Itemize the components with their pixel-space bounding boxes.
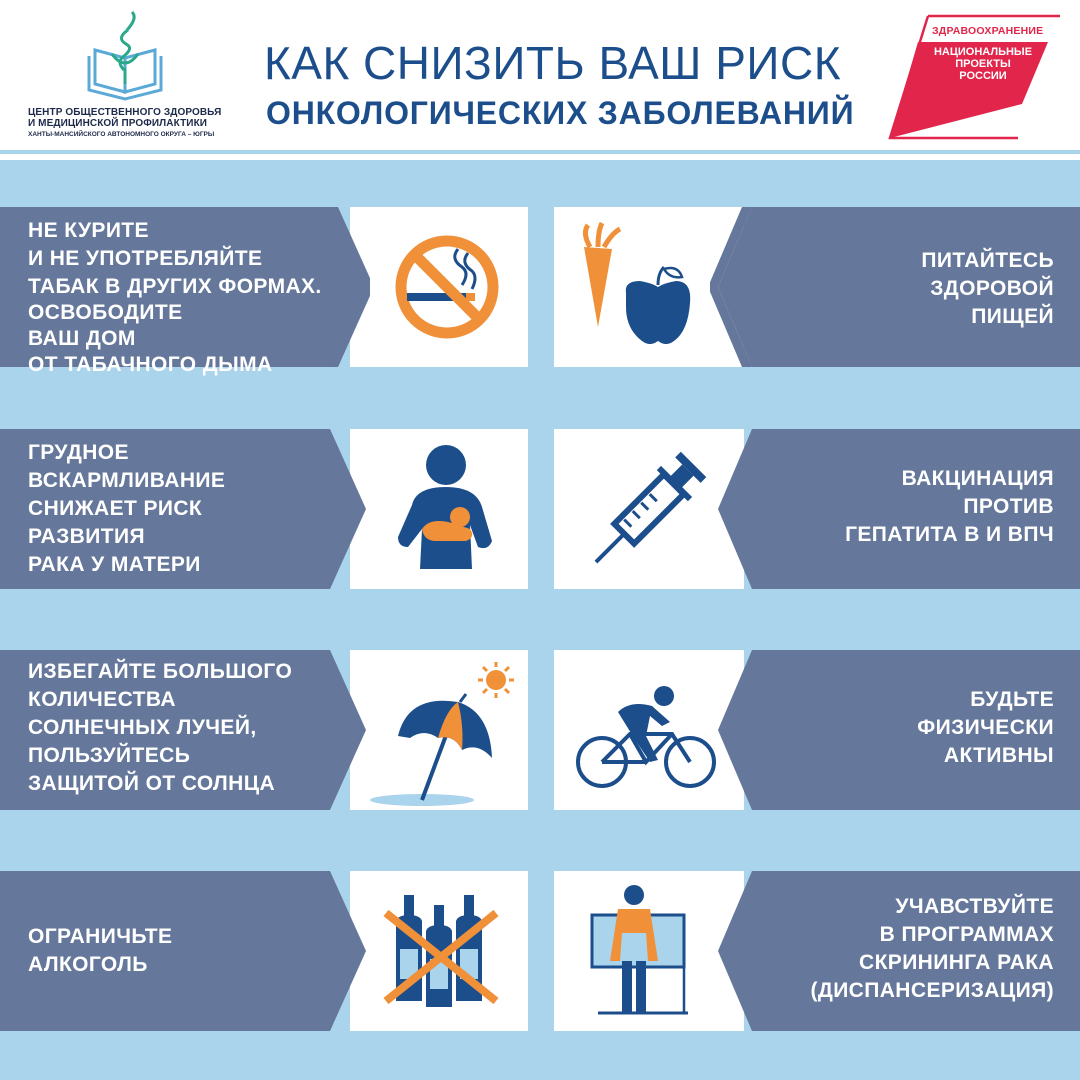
tip-line: ЗДОРОВОЙ	[930, 277, 1054, 300]
breastfeeding-icon	[350, 429, 528, 589]
tip-text-breastfeeding	[28, 439, 225, 579]
tip-line: ГЕПАТИТА В И ВПЧ	[845, 523, 1054, 546]
tip-line: СНИЖАЕТ РИСК	[28, 497, 203, 520]
tip-line: ПРОТИВ	[963, 495, 1054, 518]
tip-line: ГРУДНОЕ	[28, 441, 129, 464]
org-line: ХАНТЫ-МАНСИЙСКОГО АВТОНОМНОГО ОКРУГА – ЮГРЫ	[28, 131, 215, 138]
tip-line: (ДИСПАНСЕРИЗАЦИЯ)	[810, 979, 1054, 1002]
tip-line: ВАКЦИНАЦИЯ	[901, 467, 1054, 490]
np-caption: ЗДРАВООХРАНЕНИЕ	[932, 25, 1044, 37]
tip-text-food	[921, 247, 1054, 331]
tip-line: ПОЛЬЗУЙТЕСЬ	[28, 744, 191, 767]
header	[0, 0, 1080, 150]
tip-line: АЛКОГОЛЬ	[28, 953, 148, 976]
tip-line: ВАШ ДОМ	[28, 327, 136, 350]
tip-line: ОСВОБОДИТЕ	[28, 301, 183, 324]
tip-row	[0, 207, 1080, 376]
tip-line: ПИЩЕЙ	[971, 305, 1054, 328]
tip-text-smoking	[28, 217, 322, 379]
tip-line: НЕ КУРИТЕ	[28, 219, 149, 242]
header-divider	[0, 154, 1080, 160]
tip-line: СКРИНИНГА РАКА	[859, 951, 1054, 974]
tip-line: СОЛНЕЧНЫХ ЛУЧЕЙ,	[28, 716, 257, 739]
tip-text-screening	[810, 893, 1054, 1005]
tip-line: ОГРАНИЧЬТЕ	[28, 925, 173, 948]
icon-box	[350, 871, 528, 1031]
no-smoking-icon	[350, 207, 528, 367]
tip-line: БУДЬТЕ	[970, 688, 1054, 711]
tip-line: КОЛИЧЕСТВА	[28, 688, 176, 711]
tip-line: АКТИВНЫ	[943, 744, 1054, 767]
tip-row	[0, 871, 1080, 1031]
tip-row	[0, 650, 1080, 810]
tip-line: ТАБАК В ДРУГИХ ФОРМАХ.	[28, 275, 322, 298]
crossed-bottles-icon	[350, 871, 528, 1031]
tip-line: В ПРОГРАММАХ	[879, 923, 1054, 946]
org-line: ЦЕНТР ОБЩЕСТВЕННОГО ЗДОРОВЬЯ	[28, 107, 222, 118]
tip-line: РАКА У МАТЕРИ	[28, 553, 201, 576]
np-line: НАЦИОНАЛЬНЫЕ	[933, 46, 1033, 58]
national-projects-logo	[888, 14, 1060, 140]
org-line: И МЕДИЦИНСКОЙ ПРОФИЛАКТИКИ	[28, 118, 208, 129]
tip-row	[0, 429, 1080, 589]
tip-line: ИЗБЕГАЙТЕ БОЛЬШОГО	[28, 660, 293, 683]
organization-name	[28, 107, 258, 140]
tip-line: РАЗВИТИЯ	[28, 525, 145, 548]
np-line: ПРОЕКТЫ	[955, 58, 1011, 70]
page-subtitle: ОНКОЛОГИЧЕСКИХ ЗАБОЛЕВАНИЙ	[266, 95, 855, 131]
tip-line: ПИТАЙТЕСЬ	[921, 249, 1054, 272]
tip-line: И НЕ УПОТРЕБЛЯЙТЕ	[28, 247, 263, 270]
tip-text-activity	[917, 686, 1054, 770]
umbrella-sun-icon	[350, 650, 528, 810]
tip-line: ВСКАРМЛИВАНИЕ	[28, 469, 226, 492]
page-title: КАК СНИЗИТЬ ВАШ РИСК	[264, 37, 842, 89]
tip-text-vaccination	[845, 465, 1054, 549]
tip-line: ЗАЩИТОЙ ОТ СОЛНЦА	[28, 772, 276, 795]
np-line: РОССИИ	[959, 70, 1007, 82]
icon-box	[350, 207, 528, 367]
icon-box	[350, 650, 528, 810]
tip-text-alcohol	[28, 923, 172, 979]
tip-line: ОТ ТАБАЧНОГО ДЫМА	[28, 353, 273, 376]
tip-line: ФИЗИЧЕСКИ	[917, 716, 1054, 739]
tip-line: УЧАВСТВУЙТЕ	[895, 895, 1054, 918]
tip-text-sun	[28, 658, 292, 798]
icon-box	[350, 429, 528, 589]
